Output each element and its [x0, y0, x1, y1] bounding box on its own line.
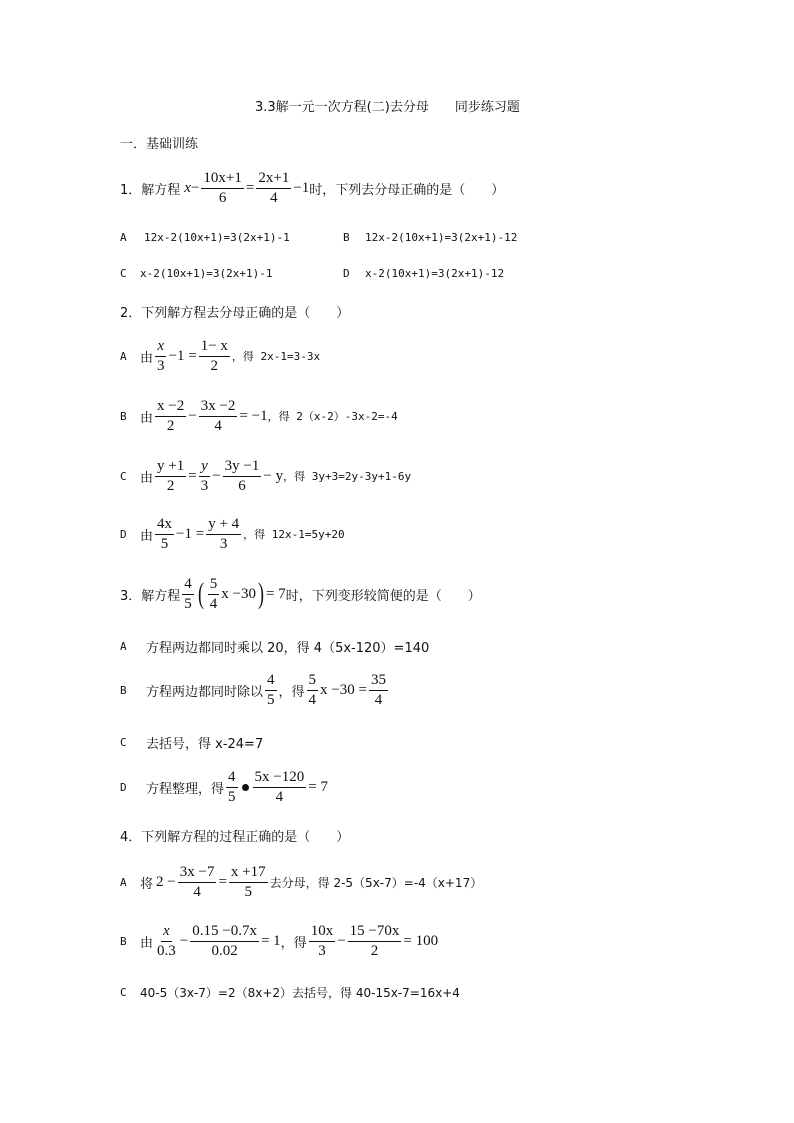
q4b-fraction-1: $\frac{x}{0.3}$ — [157, 922, 176, 959]
q3b-fraction-2: $\frac{5}{4}$ — [308, 671, 317, 708]
q2-option-b: B 由 $\frac{x -2}{2}$ − $\frac{3x -2}{4}$ = −1 ，得 2（x-2）-3x-2=-4 — [120, 397, 398, 434]
q1-option-c: C x-2(10x+1)=3(2x+1)-1 — [120, 267, 273, 280]
q2c-fraction-1: $\frac{y +1}{2}$ — [157, 457, 185, 494]
page-title: 3.3解一元一次方程(二)去分母 同步练习题 — [255, 100, 520, 115]
q2c-fraction-3: $\frac{3y -1}{6}$ — [224, 457, 260, 494]
q4b-fraction-3: $\frac{10x}{3}$ — [310, 922, 334, 959]
question-3-stem: 3．解方程 $\frac{4}{5}$ ( $\frac{5}{4}$ x −30 ) = 7 时，下列变形较简便的是（ ） — [120, 575, 481, 612]
question-2-stem: 2．下列解方程去分母正确的是（ ） — [120, 306, 350, 321]
q2-option-a: A 由 $\frac{x}{3}$ −1 = $\frac{1- x}{2}$ ，得 2x-1=3-3x — [120, 337, 321, 374]
q1-equals: = — [245, 179, 255, 196]
q1-label: 1．解方程 — [120, 182, 181, 198]
q4-option-a: A 将 2 − $\frac{3x -7}{4}$ = $\frac{x +17}{5}$ 去分母，得 2-5（5x-7）=-4（x+17） — [120, 863, 483, 900]
q4a-fraction-1: $\frac{3x -7}{4}$ — [179, 863, 215, 900]
q1-fraction-1: $\frac{10x+1}{6}$ — [203, 169, 242, 206]
q2b-fraction-2: $\frac{3x -2}{4}$ — [200, 397, 236, 434]
q3-option-c: C 去括号，得 x-24=7 — [120, 735, 264, 752]
q1-option-b: B 12x-2(10x+1)=3(2x+1)-12 — [343, 231, 518, 244]
q3-fraction-2: $\frac{5}{4}$ — [209, 575, 218, 612]
q2d-fraction-2: $\frac{y + 4}{3}$ — [208, 515, 240, 552]
q2a-fraction-1: $\frac{x}{3}$ — [157, 337, 165, 374]
left-paren: ( — [197, 577, 204, 610]
q4-option-b: B 由 $\frac{x}{0.3}$ − $\frac{0.15 -0.7x}{0.02}$ = 1 ，得 $\frac{10x}{3}$ − $\frac{15 -70x}{2}$ = 100 — [120, 922, 439, 959]
q3-option-d: D 方程整理，得 $\frac{4}{5}$ $\frac{5x -120}{4}$ = 7 — [120, 768, 328, 805]
q4b-fraction-4: $\frac{15 -70x}{2}$ — [349, 922, 400, 959]
q2-option-c: C 由 $\frac{y +1}{2}$ = $\frac{y}{3}$ − $\frac{3y -1}{6}$ − y ，得 3y+3=2y-3y+1-6y — [120, 457, 412, 494]
q1-x: x — [184, 179, 191, 196]
q1-minus: − — [190, 179, 200, 196]
section-heading: 一．基础训练 — [120, 137, 199, 152]
q1-option-a: A 12x-2(10x+1)=3(2x+1)-1 — [120, 231, 290, 244]
q3b-fraction-3: $\frac{35}{4}$ — [370, 671, 386, 708]
q2a-fraction-2: $\frac{1- x}{2}$ — [200, 337, 228, 374]
q3d-fraction-2: $\frac{5x -120}{4}$ — [254, 768, 305, 805]
q2d-fraction-1: $\frac{4x}{5}$ — [157, 515, 173, 552]
q1-tail: −1 — [293, 179, 310, 196]
q4b-fraction-2: $\frac{0.15 -0.7x}{0.02}$ — [192, 922, 257, 959]
q2-option-d: D 由 $\frac{4x}{5}$ −1 = $\frac{y + 4}{3}$ ，得 12x-1=5y+20 — [120, 515, 345, 552]
q3d-fraction-1: $\frac{4}{5}$ — [228, 768, 236, 805]
question-1-stem — [120, 166, 504, 210]
q2b-fraction-1: $\frac{x -2}{2}$ — [157, 397, 185, 434]
q3-fraction-1: $\frac{4}{5}$ — [184, 575, 192, 612]
question-4-stem: 4．下列解方程的过程正确的是（ ） — [120, 830, 350, 845]
right-paren: ) — [258, 577, 264, 610]
q1-option-d: D x-2(10x+1)=3(2x+1)-12 — [343, 267, 505, 280]
multiply-dot-icon — [242, 784, 249, 791]
q4-option-c: C 40-5（3x-7）=2（8x+2）去括号，得 40-15x-7=16x+4 — [120, 985, 460, 1000]
q3-option-a: A 方程两边都同时乘以 20，得 4（5x-120）=140 — [120, 639, 430, 656]
q3b-fraction-1: $\frac{4}{5}$ — [267, 671, 275, 708]
q1-fraction-2: $\frac{2x+1}{4}$ — [258, 169, 290, 206]
q1-stem-post: 时，下列去分母正确的是（ ） — [309, 182, 505, 198]
q4a-fraction-2: $\frac{x +17}{5}$ — [230, 863, 266, 900]
q2c-fraction-2: $\frac{y}{3}$ — [200, 457, 209, 494]
q3-option-b: B 方程两边都同时除以 $\frac{4}{5}$ ，得 $\frac{5}{4}$ x −30 = $\frac{35}{4}$ — [120, 671, 386, 708]
